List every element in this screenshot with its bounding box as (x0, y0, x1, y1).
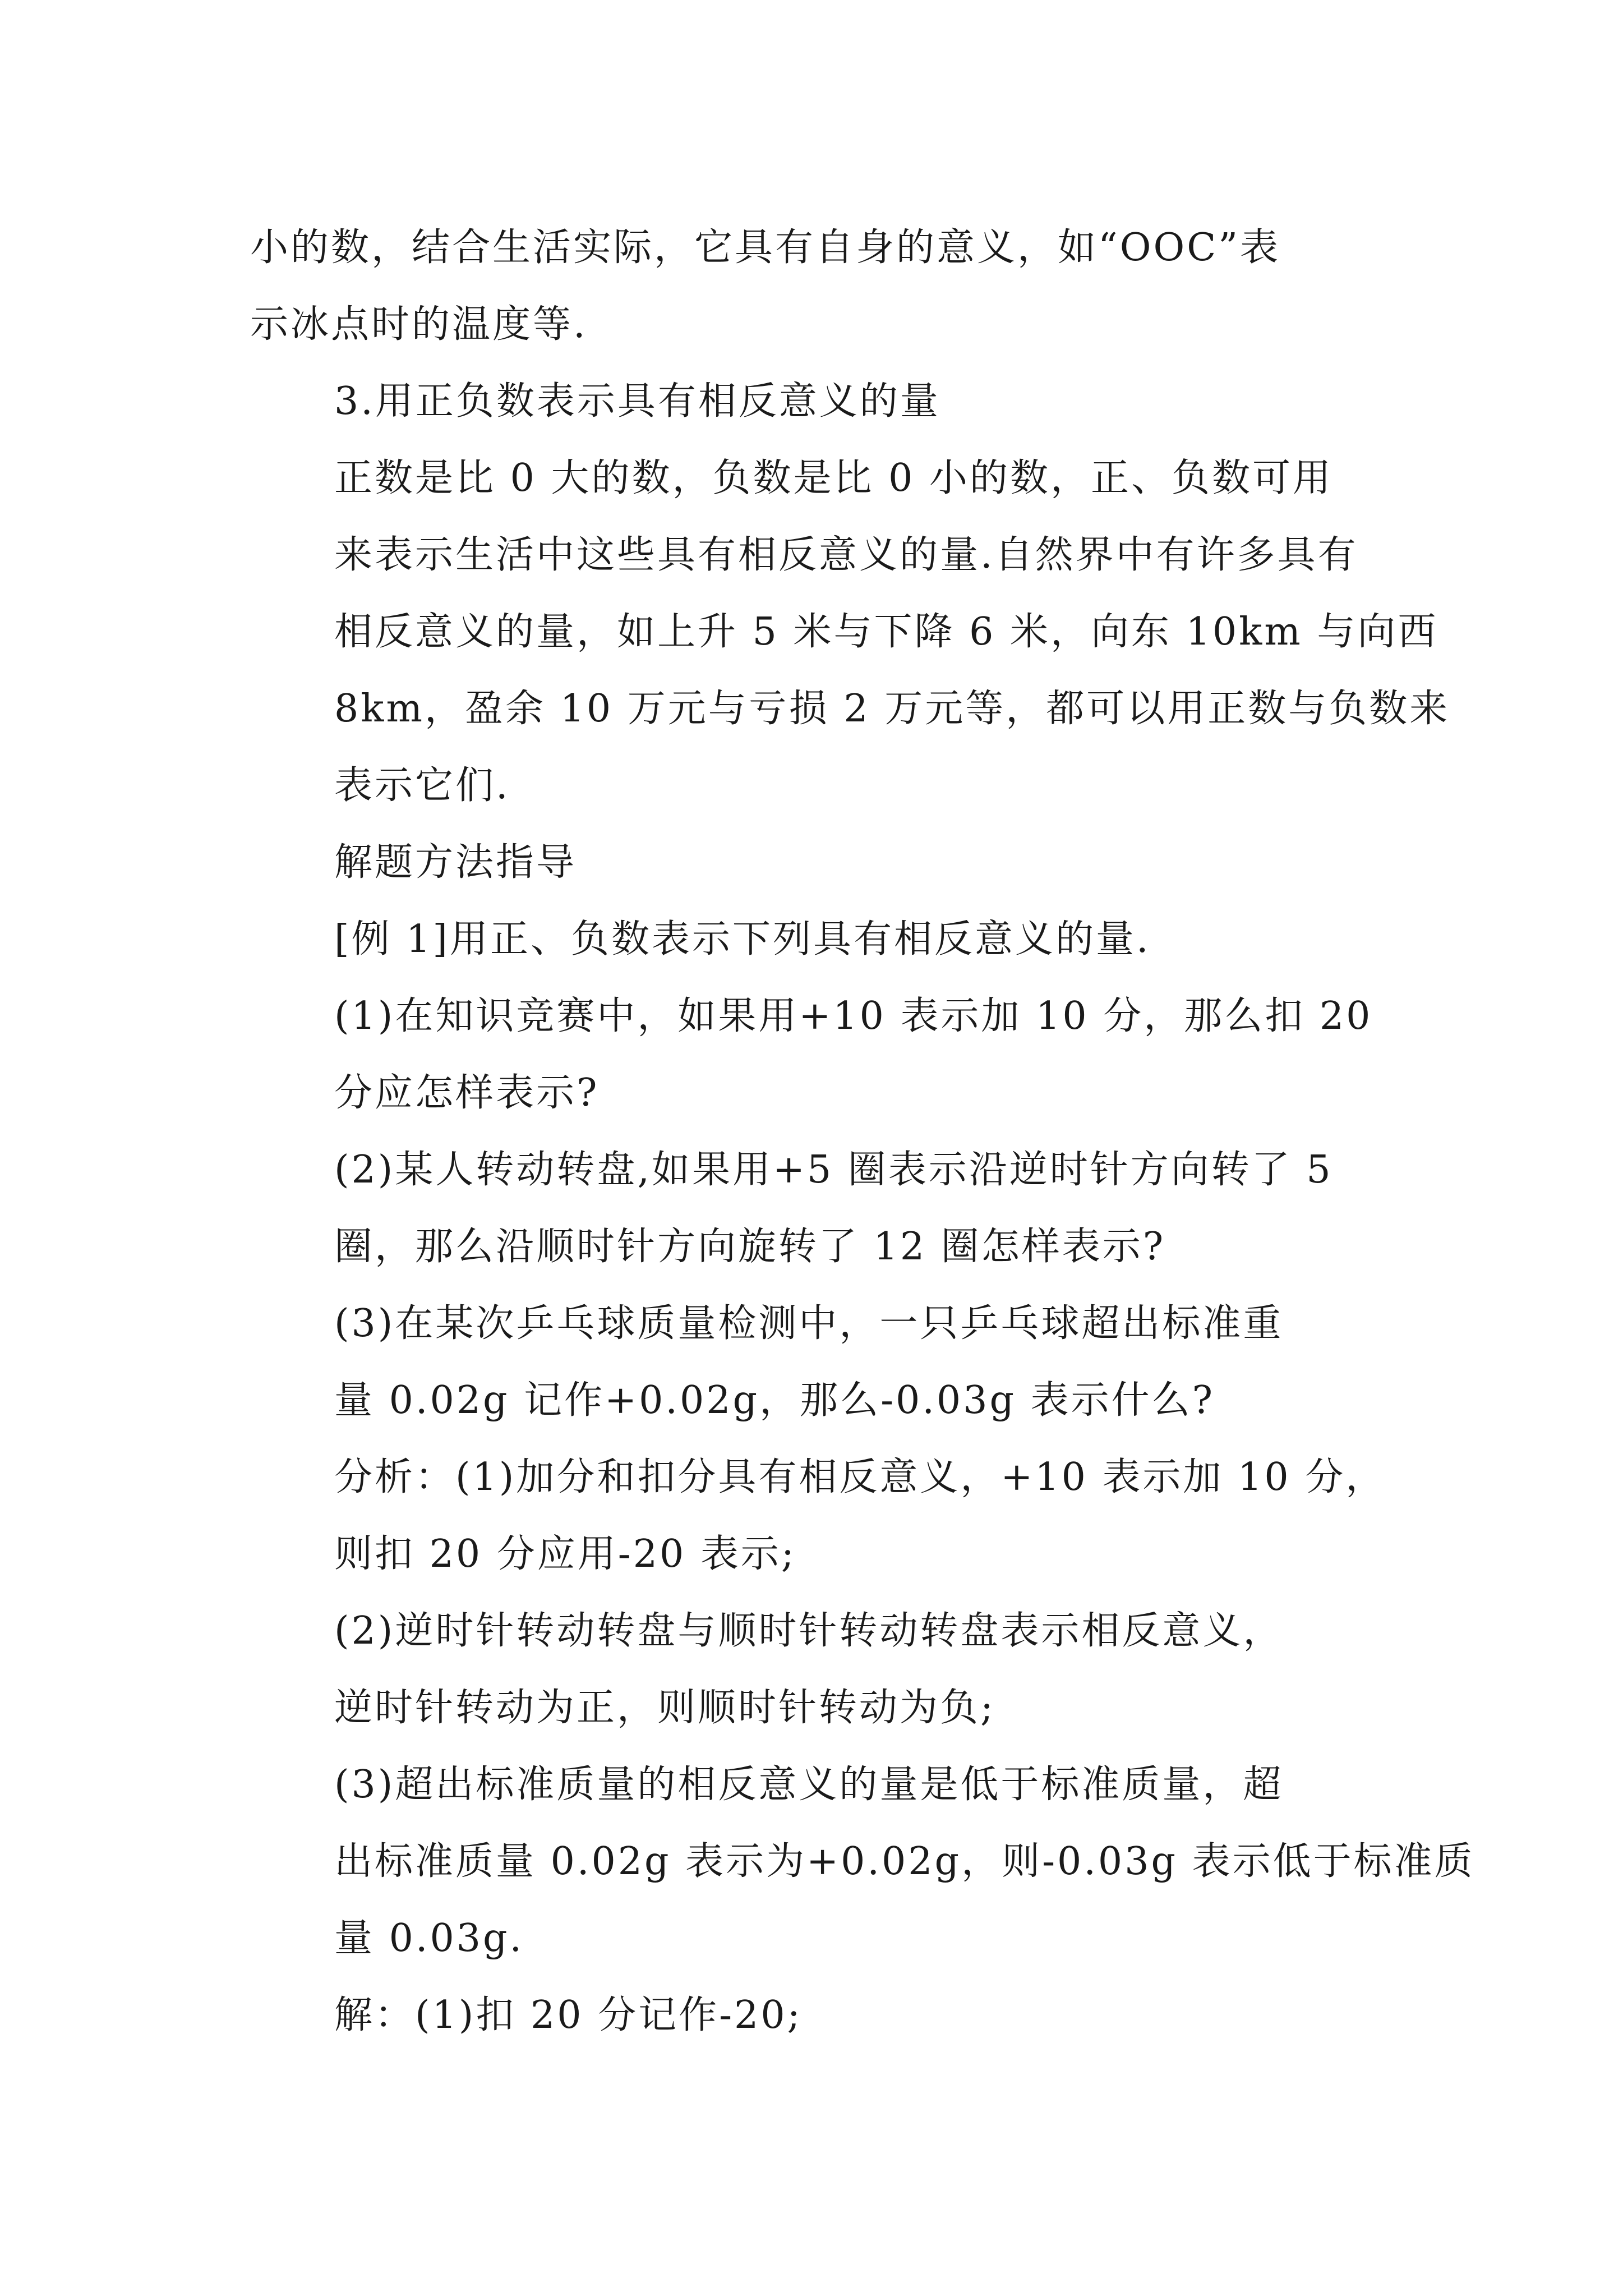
text-line: 则扣 20 分应用-20 表示; (334, 1532, 796, 1576)
example-title (250, 901, 1400, 978)
section-heading (250, 363, 1400, 440)
paragraph-explanation (250, 440, 1450, 824)
text-line: (1)在知识竞赛中，如果用+10 表示加 10 分，那么扣 20 (334, 994, 1373, 1038)
text-line: 逆时针转动为正，则顺时针转动为负; (334, 1686, 995, 1730)
text-line: 解：(1)扣 20 分记作-20; (334, 1993, 803, 2037)
analysis-3 (250, 1746, 1475, 1977)
text-line: 示冰点时的温度等. (250, 302, 588, 347)
analysis-2 (250, 1593, 1400, 1746)
text-line: 小的数，结合生活实际，它具有自身的意义，如“OOC”表 (250, 226, 1281, 270)
text-line: 出标准质量 0.02g 表示为+0.02g，则-0.03g 表示低于标准质 (334, 1839, 1475, 1884)
question-1 (250, 978, 1400, 1131)
question-3 (250, 1285, 1400, 1439)
text-line: (3)在某次乒乓球质量检测中，一只乒乓球超出标准重 (334, 1301, 1284, 1346)
text-line: 3.用正负数表示具有相反意义的量 (334, 379, 940, 424)
paragraph-continuation (250, 209, 1400, 363)
analysis-1 (250, 1439, 1400, 1593)
text-line: 相反意义的量，如上升 5 米与下降 6 米，向东 10km 与向西 (334, 610, 1438, 654)
solution-1 (250, 1977, 1400, 2054)
text-line: 量 0.03g. (334, 1916, 524, 1961)
text-line: [例 1]用正、负数表示下列具有相反意义的量. (334, 917, 1151, 961)
document-body (250, 209, 1475, 2054)
text-line: (2)逆时针转动转盘与顺时针转动转盘表示相反意义， (334, 1609, 1284, 1653)
text-line: 表示它们. (334, 763, 510, 808)
text-line: 8km，盈余 10 万元与亏损 2 万元等，都可以用正数与负数来 (334, 687, 1450, 731)
text-line: 量 0.02g 记作+0.02g，那么-0.03g 表示什么? (334, 1378, 1215, 1423)
text-line: 来表示生活中这些具有相反意义的量.自然界中有许多具有 (334, 533, 1358, 577)
text-line: (3)超出标准质量的相反意义的量是低于标准质量，超 (334, 1763, 1284, 1807)
text-line: 圈，那么沿顺时针方向旋转了 12 圈怎样表示? (334, 1225, 1166, 1269)
section-heading-method (250, 824, 1400, 901)
text-line: 解题方法指导 (334, 840, 577, 885)
text-line: 分应怎样表示? (334, 1071, 600, 1115)
text-line: 正数是比 0 大的数，负数是比 0 小的数，正、负数可用 (334, 456, 1333, 500)
text-line: 分析：(1)加分和扣分具有相反意义，+10 表示加 10 分， (334, 1455, 1386, 1499)
text-line: (2)某人转动转盘,如果用+5 圈表示沿逆时针方向转了 5 (334, 1148, 1333, 1192)
question-2 (250, 1131, 1400, 1285)
